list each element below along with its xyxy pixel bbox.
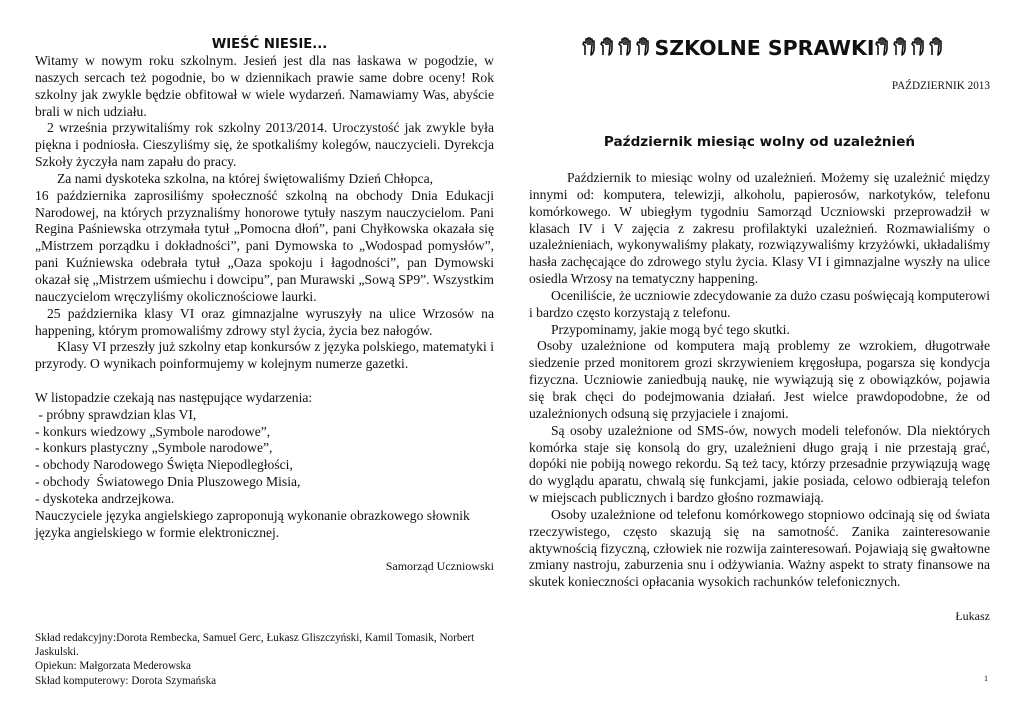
event-item: - obchody Światowego Dnia Pluszowego Misia, <box>35 474 301 490</box>
dateline: PAŹDZIERNIK 2013 <box>891 80 990 92</box>
masthead-title: SZKOLNE SPRAWKI <box>654 36 875 60</box>
article-headline: Październik miesiąc wolny od uzależnień <box>603 134 916 150</box>
contests-paragraph: Klasy VI przeszły już szkolny etap konkursów z języka polskiego, matematyki i przyrody. O wynikach poinformujemy w kolejnym numerze gazetki. <box>35 339 494 372</box>
article-paragraph: Przypominamy, jakie mogą być tego skutki. <box>551 321 790 337</box>
right-signature: Łukasz <box>955 609 990 624</box>
school-year-paragraph: 2 września przywitaliśmy rok szkolny 2013/2014. Uroczystość jak zwykle była piękna i podniosła. Cieszyliśmy się, że spotkaliśmy kolegów, nauczycieli. Dyrekcja Szkoły życzyła nam zapału do pracy. <box>35 120 494 170</box>
event-item: - konkurs wiedzowy „Symbole narodowe”, <box>35 423 271 439</box>
event-item: - obchody Narodowego Święta Niepodległości, <box>35 457 293 473</box>
closing-paragraph: Nauczyciele języka angielskiego zaproponują wykonanie obrazkowego słownik języka angielskiego w formie elektronicznej. <box>35 507 470 540</box>
raised-hand-icon <box>618 32 636 68</box>
event-item: - dyskoteka andrzejkowa. <box>35 490 175 506</box>
raised-hand-icon <box>875 32 893 68</box>
left-title: WIEŚĆ NIESIE... <box>211 37 328 52</box>
masthead <box>529 30 990 66</box>
intro-paragraph: Witamy w nowym roku szkolnym. Jesień jest dla nas łaskawa w pogodzie, w naszych sercach też pogodnie, bo w dziennikach prawie same dobre oceny! Rok szkolny jak zwykle będzie obfitował w wiele wydarzeń. Namawiamy Was, abyście brali w nich udziału. <box>35 53 494 119</box>
raised-hand-icon <box>636 32 654 68</box>
credits <box>35 631 495 688</box>
raised-hand-icon <box>929 32 947 68</box>
event-item: - konkurs plastyczny „Symbole narodowe”, <box>35 440 273 456</box>
happening-paragraph: 25 października klasy VI oraz gimnazjalne wyruszyły na ulice Wrzosów na happening, którym promowaliśmy zdrowy styl życia, życia bez nałogów. <box>35 305 494 338</box>
event-item: - próbny sprawdzian klas VI, <box>35 406 197 422</box>
article-paragraph: Są osoby uzależnione od SMS-ów, nowych modeli telefonów. Dla niektórych komórka staje się konsolą do gry, uzależnieni długo grają i nie przestają grać, dopóki nie pobiją nowego rekordu. Są też tacy, którzy przesadnie przywiązują wagę do wyglądu aparatu, chwalą się funkcjami, jakie posiada, celowo odbierają telefon w miejscach publicznych i bardzo głośno rozmawiają. <box>529 422 990 506</box>
typesetter: Skład komputerowy: Dorota Szymańska <box>35 674 217 687</box>
raised-hand-icon <box>911 32 929 68</box>
supervisor: Opiekun: Małgorzata Mederowska <box>35 660 191 673</box>
teachers-day-paragraph: 16 października zaprosiliśmy społeczność szkolną na obchody Dnia Edukacji Narodowej, na których przyznaliśmy honorowe tytuły naszym nauczycielom. Pani Regina Paśniewska otrzymała tytuł „Pomocna dłoń”, pani Chyłkowska okazała się „Mistrzem porządku i dokładności”, pani Dymowska to „Wodospad pomysłów”, pani Kuźniewska odebrała tytuł „Oaza spokoju i łagodności”, pan Dymowski okazał się „Mistrzem uśmiechu i dowcipu”, pan Murawski „Sową SP9”. Wszystkim nauczycielom wręczyliśmy okolicznościowe laurki. <box>35 187 494 304</box>
article-paragraph: Październik to miesiąc wolny od uzależnień. Możemy się uzależnić między innymi od: komputera, telewizji, alkoholu, papierosów, narkotyków, telefonu komórkowego. W ubiegłym tygodniu Samorząd Uczniowski przeprowadził w klasach IV i V zajęcia z zakresu profilaktyki uzależnień. Rozmawialiśmy o uzależnieniach, wykonywaliśmy plakaty, rozwiązywaliśmy krzyżówki, układaliśmy hasła zachęcające do zdrowego stylu życia. Klasy VI i gimnazjalne wyszły na ulice osiedla Wrzosy na tematyczny happening. <box>529 170 990 287</box>
raised-hand-icon <box>893 32 911 68</box>
editorial-staff: Skład redakcyjny:Dorota Rembecka, Samuel Gerc, Łukasz Gliszczyński, Kamil Tomasik, Norbert Jaskulski. <box>35 632 475 659</box>
article-paragraph: Osoby uzależnione od komputera mają problemy ze wzrokiem, długotrwałe siedzenie przed monitorem grozi skrzywieniem kręgosłupa, pogarsza się kondycja fizyczna. Uczniowie zaniedbują naukę, nie wywiązują się z obowiązków, pojawia się brak chęci do podejmowania działań. Jest wielce prawdopodobne, że od uzależnionych odsuną się przyjaciele i znajomi. <box>529 338 990 421</box>
events-intro: W listopadzie czekają nas następujące wydarzenia: <box>35 389 313 405</box>
page-number: 1 <box>984 674 988 683</box>
article-paragraph: Osoby uzależnione od telefonu komórkowego stopniowo odcinają się od świata rzeczywistego, często skazują się na samotność. Zanika zainteresowanie aktywnością fizyczną, człowiek nie rozwija zainteresowań. Pojawiają się gwałtowne zmiany nastroju, zaburzenia snu i odżywiania. Ważny aspekt to straty finansowe na skutek konieczności opłacania wysokich rachunków telefonicznych. <box>529 506 990 590</box>
article-paragraph: Oceniliście, że uczniowie zdecydowanie za dużo czasu poświęcają komputerowi i bardzo często korzystają z telefonu. <box>529 287 990 320</box>
disco-paragraph: Za nami dyskoteka szkolna, na której świętowaliśmy Dzień Chłopca, <box>57 170 433 186</box>
raised-hand-icon <box>600 32 618 68</box>
left-signature: Samorząd Uczniowski <box>385 559 494 574</box>
right-page <box>512 0 1024 724</box>
raised-hand-icon <box>582 32 600 68</box>
